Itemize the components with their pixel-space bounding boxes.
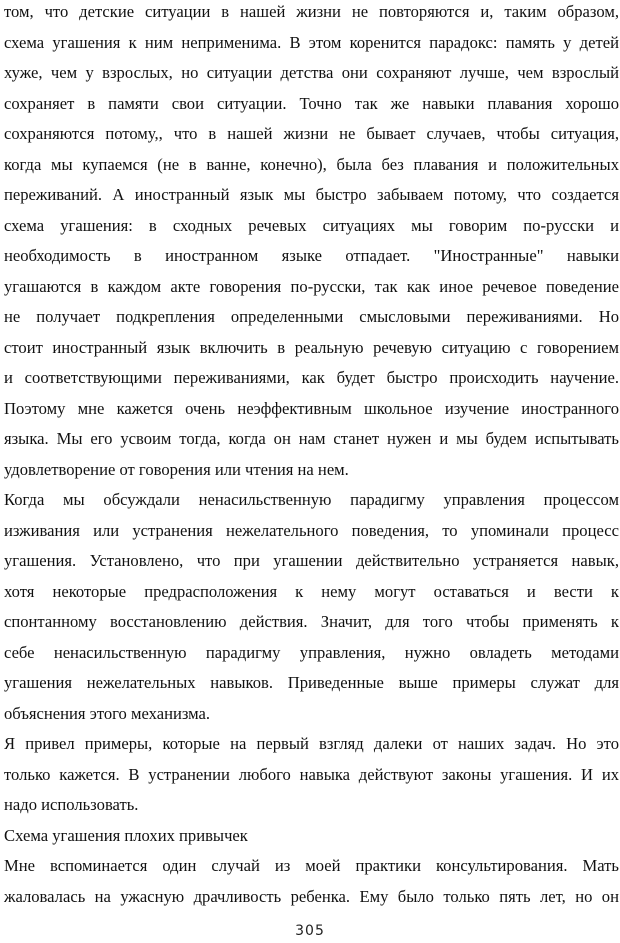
text-line: не получает подкрепления определенными смысловыми переживаниями. Но — [4, 307, 619, 326]
text-line: угашения. Установлено, что при угашении действительно устраняется навык, — [4, 551, 619, 570]
text-line: только кажется. В устранении любого навыка действуют законы угашения. И их — [4, 764, 619, 784]
text-line: объяснения этого механизма. — [4, 703, 211, 723]
text-line: языка. Мы его усвоим тогда, когда он нам станет нужен и мы будем испытывать — [4, 429, 619, 448]
text-line: необходимость в иностранном языке отпадает. "Иностранные" навыки — [4, 246, 619, 265]
text-line: себе ненасильственную парадигму управления, нужно овладеть методами — [4, 642, 619, 662]
text-line: угашения нежелательных навыков. Приведенные выше примеры служат для — [4, 673, 619, 692]
text-line: изживания или устранения нежелательного поведения, то упоминали процесс — [4, 520, 619, 540]
text-line: Поэтому мне кажется очень неэффективным школьное изучение иностранного — [4, 398, 619, 418]
text-line: переживаний. А иностранный язык мы быстро забываем потому, что создается — [4, 185, 619, 204]
text-line: Я привел примеры, которые на первый взгляд далеки от наших задач. Но это — [4, 734, 619, 753]
section-heading: Схема угашения плохих привычек — [4, 825, 248, 845]
text-line: Мне вспоминается один случай из моей практики консультирования. Мать — [4, 856, 619, 875]
text-line: хуже, чем у взрослых, но ситуации детства они сохраняют лучше, чем взрослый — [4, 63, 619, 82]
text-line: спонтанному восстановлению действия. Значит, для того чтобы применять к — [4, 612, 619, 631]
text-line: когда мы купаемся (не в ванне, конечно), была без плавания и положительных — [4, 154, 619, 174]
text-line: том, что детские ситуации в нашей жизни не повторяются и, таким образом, — [4, 2, 619, 21]
page-number: 305 — [295, 923, 325, 939]
text-line: угашаются в каждом акте говорения по-русски, так как иное речевое поведение — [4, 276, 619, 296]
text-line: жаловалась на ужасную драчливость ребенка. Ему было только пять лет, но он — [4, 886, 619, 906]
text-line: стоит иностранный язык включить в реальную речевую ситуацию с говорением — [4, 337, 619, 357]
text-line: хотя некоторые предрасположения к нему могут оставаться и вести к — [4, 581, 619, 601]
text-line: Когда мы обсуждали ненасильственную парадигму управления процессом — [4, 490, 619, 509]
text-line: сохраняет в памяти свои ситуации. Точно так же навыки плавания хорошо — [4, 93, 619, 113]
text-line: сохраняются потому,, что в нашей жизни не бывает случаев, чтобы ситуация, — [4, 124, 619, 143]
text-line: удовлетворение от говорения или чтения на нем. — [4, 459, 349, 479]
text-line: схема угашения к ним неприменима. В этом коренится парадокс: память у детей — [4, 32, 619, 52]
text-line: и соответствующими переживаниями, как будет быстро происходить научение. — [4, 368, 619, 387]
text-line: надо использовать. — [4, 795, 139, 814]
text-line: схема угашения: в сходных речевых ситуациях мы говорим по-русски и — [4, 215, 619, 235]
